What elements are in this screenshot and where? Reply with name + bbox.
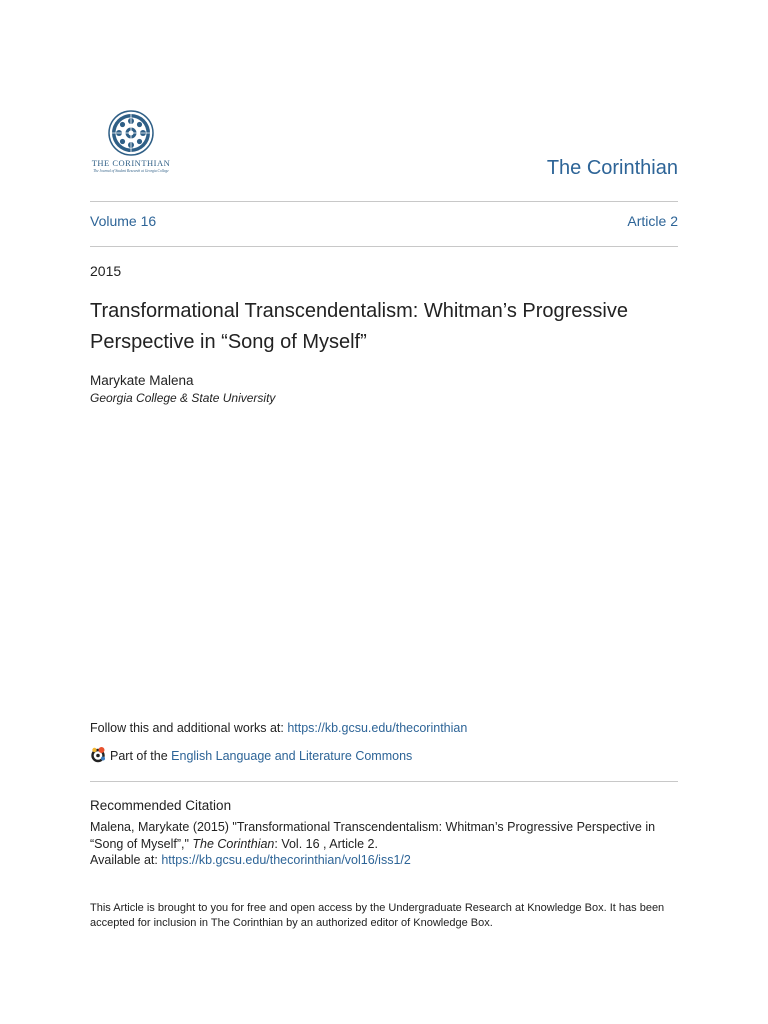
available-line xyxy=(90,853,411,867)
part-of-line xyxy=(90,746,412,766)
available-url-link[interactable]: https://kb.gcsu.edu/thecorinthian/vol16/iss1/2 xyxy=(161,853,411,867)
publication-year: 2015 xyxy=(90,263,122,279)
author-affiliation: Georgia College & State University xyxy=(90,391,276,405)
citation-volume: : Vol. 16 , Article 2. xyxy=(274,836,378,851)
author-name: Marykate Malena xyxy=(90,373,194,388)
available-prefix: Available at: xyxy=(90,853,162,867)
logo-subtitle: The Journal of Student Research at Georgia College xyxy=(93,169,169,173)
citation-journal: The Corinthian xyxy=(192,836,275,851)
follow-url-link[interactable]: https://kb.gcsu.edu/thecorinthian xyxy=(287,721,468,735)
follow-prefix: Follow this and additional works at: xyxy=(90,721,288,735)
divider xyxy=(90,246,678,247)
commons-link[interactable]: English Language and Literature Commons xyxy=(171,749,413,763)
divider xyxy=(90,781,678,782)
network-commons-icon xyxy=(90,746,107,766)
follow-line xyxy=(90,721,467,735)
part-of-prefix: Part of the xyxy=(110,749,172,763)
volume-link[interactable]: Volume 16 xyxy=(90,213,157,229)
journal-title-link[interactable]: The Corinthian xyxy=(546,157,678,179)
document-page xyxy=(90,0,678,1024)
divider xyxy=(90,201,678,202)
journal-logo[interactable] xyxy=(90,110,172,180)
citation-text xyxy=(90,819,678,869)
citation-main: Malena, Marykate (2015) "Transformational Transcendentalism: Whitman’s Progressive Perspective in “Song of Myself”," xyxy=(90,820,656,851)
logo-name: THE CORINTHIAN xyxy=(91,158,171,168)
header xyxy=(90,110,678,180)
article-title: Transformational Transcendentalism: Whitman’s Progressive Perspective in “Song of Myself” xyxy=(90,300,628,353)
article-link[interactable]: Article 2 xyxy=(627,213,678,229)
access-notice: This Article is brought to you for free and open access by the Undergraduate Research at Knowledge Box. It has been accepted for inclusion in The Corinthian by an authorized editor of Knowledge Box. xyxy=(90,902,665,929)
citation-heading: Recommended Citation xyxy=(90,798,232,813)
issue-row xyxy=(90,213,678,229)
corinthian-seal-icon xyxy=(108,110,154,156)
